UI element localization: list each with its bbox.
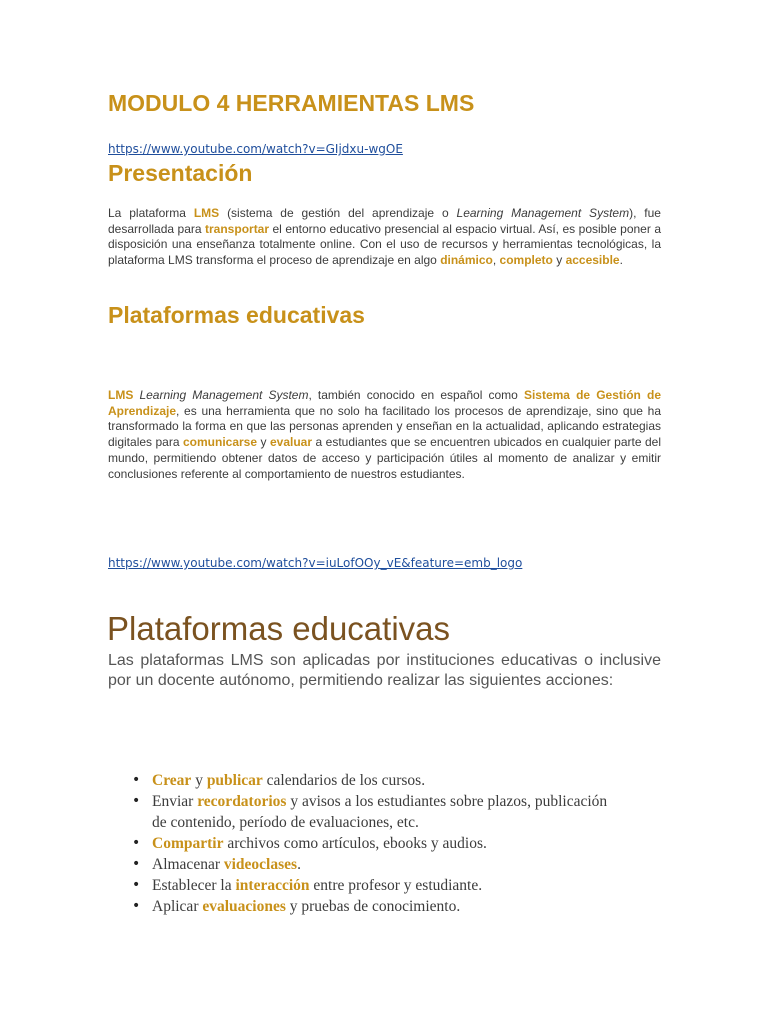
presentation-paragraph: La plataforma LMS (sistema de gestión del aprendizaje o Learning Management System), fue desarrollada para transportar el entorno educativo presencial al espacio virtual. Así, es posible poner a disposición una enseñanza totalmente online. Con el uso de recursos y herramientas tecnológicas, la plataforma LMS transforma el proceso de aprendizaje en algo dinámico, completo y accesible. — [108, 206, 661, 268]
youtube-link-2[interactable]: https://www.youtube.com/watch?v=iuLofOOy_vE&feature=emb_logo — [108, 556, 523, 570]
platforms-paragraph: LMS Learning Management System, también conocido en español como Sistema de Gestión de Aprendizaje, es una herramienta que no solo ha facilitado los procesos de aprendizaje, sino que ha transformado la forma en que las personas aprenden y enseñan en la actualidad, aplicando estrategias digitales para comunicarse y evaluar a estudiantes que se encuentren ubicados en cualquier parte del mundo, permitiendo obtener datos de acceso y participación útiles al momento de analizar y emitir conclusiones referente al comportamiento de nuestros estudiantes. — [108, 388, 662, 481]
list-item: • Almacenar videoclases. — [108, 854, 668, 875]
list-item: • Aplicar evaluaciones y pruebas de conocimiento. — [108, 896, 668, 917]
list-item: • Enviar recordatorios y avisos a los estudiantes sobre plazos, publicación de contenido, período de evaluaciones, etc. — [108, 791, 668, 833]
youtube-link-1[interactable]: https://www.youtube.com/watch?v=GIjdxu-wgOE — [108, 142, 403, 156]
list-item: • Establecer la interacción entre profesor y estudiante. — [108, 875, 668, 896]
platforms-heading: Plataformas educativas — [108, 302, 365, 328]
list-item: • Compartir archivos como artículos, ebooks y audios. — [108, 833, 668, 854]
list-item: • Crear y publicar calendarios de los cursos. — [108, 770, 668, 791]
section-intro: Las plataformas LMS son aplicadas por instituciones educativas o inclusive por un docente autónomo, permitiendo realizar las siguientes acciones: — [108, 652, 661, 689]
presentation-heading: Presentación — [108, 160, 253, 186]
section-heading: Plataformas educativas — [107, 610, 451, 647]
actions-list — [108, 770, 668, 917]
module-heading: MODULO 4 HERRAMIENTAS LMS — [108, 90, 475, 116]
